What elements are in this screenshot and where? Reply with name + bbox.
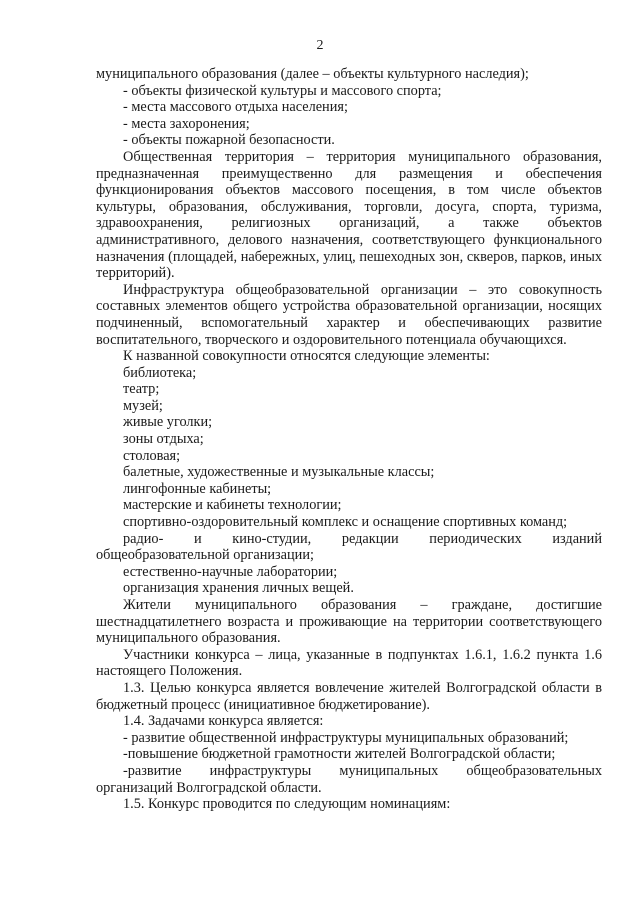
list-item: мастерские и кабинеты технологии;: [123, 497, 342, 514]
list-item: организация хранения личных вещей.: [123, 580, 354, 597]
list-item: столовая;: [123, 447, 181, 464]
paragraph-residents: Жители муниципального образования – граждане, достигшие шестнадцатилетнего возраста и проживающие на территории соответствующего муниципального образования.: [96, 597, 602, 647]
text-line: муниципального образования (далее – объекты культурного наследия);: [96, 66, 529, 82]
list-item: естественно-научные лаборатории;: [123, 563, 338, 580]
list-item: музей;: [123, 397, 163, 414]
paragraph-participants: Участники конкурса – лица, указанные в подпунктах 1.6.1, 1.6.2 пункта 1.6 настоящего Положения.: [96, 646, 602, 680]
list-item: живые уголки;: [123, 414, 213, 431]
list-item: - развитие общественной инфраструктуры муниципальных образований;: [123, 729, 569, 746]
paragraph-1-5: 1.5. Конкурс проводится по следующим номинациям:: [123, 796, 451, 813]
list-item: - места массового отдыха населения;: [123, 99, 348, 116]
list-item: - объекты физической культуры и массового спорта;: [123, 82, 442, 99]
page-number: 2: [316, 38, 324, 53]
paragraph-1-3: 1.3. Целью конкурса является вовлечение жителей Волгоградской области в бюджетный процесс (инициативное бюджетирование).: [96, 679, 602, 713]
list-item: зоны отдыха;: [123, 431, 204, 448]
paragraph-school-infrastructure: Инфраструктура общеобразовательной организации – это совокупность составных элементов общего устройства образовательной организации, носящих подчиненный, вспомогательный характер и обеспечивающих развитие воспитательного, творческого и оздоровительного потенциала обучающихся.: [96, 281, 602, 348]
list-item: спортивно-оздоровительный комплекс и оснащение спортивных команд;: [123, 514, 568, 531]
list-item: - объекты пожарной безопасности.: [123, 132, 335, 149]
list-item: лингофонные кабинеты;: [123, 480, 272, 497]
list-item: балетные, художественные и музыкальные классы;: [123, 464, 435, 481]
document-body: [96, 66, 602, 813]
list-item: - места захоронения;: [123, 115, 250, 132]
list-item: -повышение бюджетной грамотности жителей Волгоградской области;: [123, 746, 556, 763]
list-item: библиотека;: [123, 364, 197, 381]
paragraph-1-4: 1.4. Задачами конкурса является:: [123, 713, 324, 730]
list-item: театр;: [123, 381, 160, 398]
list-item: -развитие инфраструктуры муниципальных общеобразовательных организаций Волгоградской области.: [96, 762, 602, 796]
text-line: К названной совокупности относятся следующие элементы:: [123, 348, 490, 365]
list-item: радио- и кино-студии, редакции периодических изданий общеобразовательной организации;: [96, 530, 602, 564]
paragraph-public-territory: Общественная территория – территория муниципального образования, предназначенная преимущественно для размещения и обеспечения функционирования объектов массового посещения, в том числе объектов культуры, образования, обслуживания, торговли, досуга, спорта, туризма, здравоохранения, религиозных организаций, а также объектов административного, делового назначения, соответствующего функционального назначения (площадей, набережных, улиц, пешеходных зон, скверов, парков, иных территорий).: [96, 148, 602, 282]
